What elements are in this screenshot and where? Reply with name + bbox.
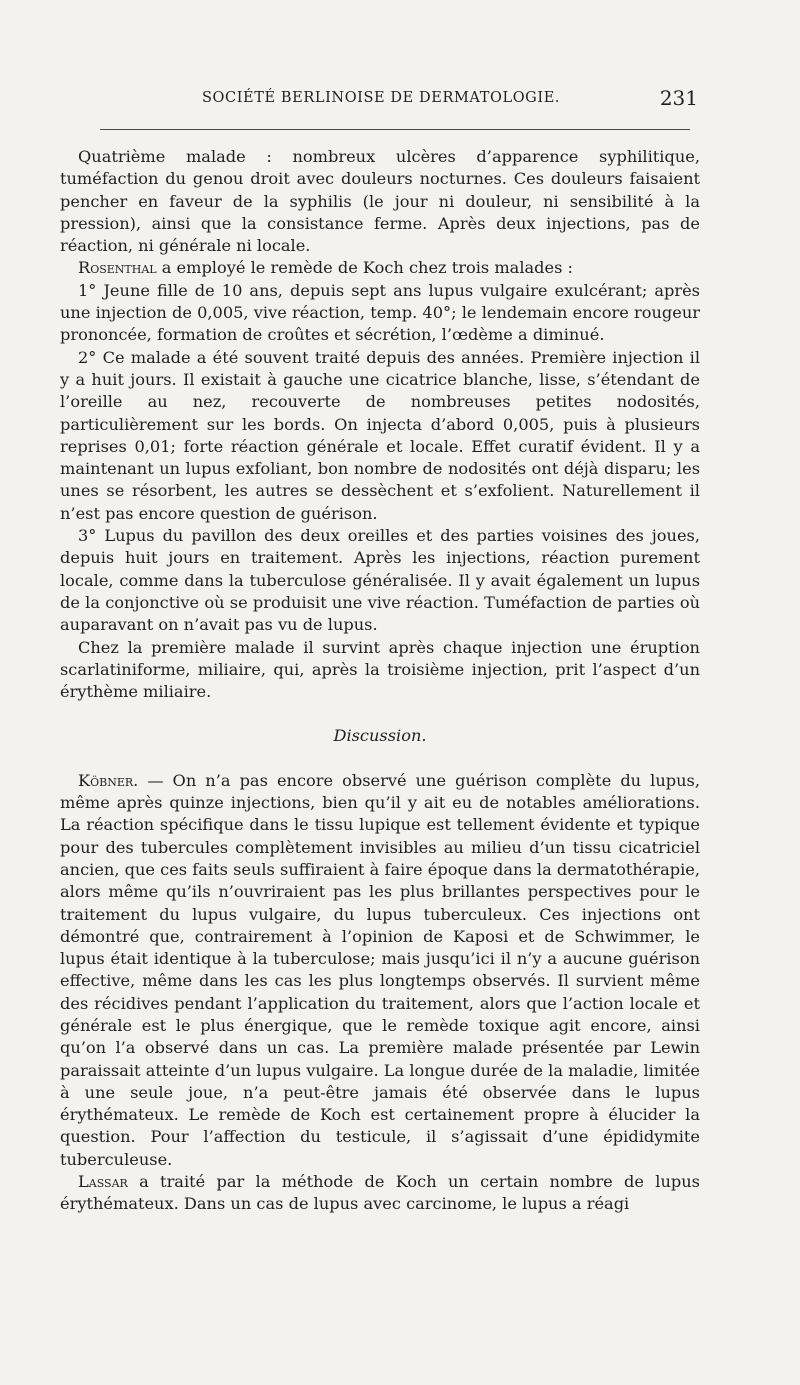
section-heading: Discussion. <box>333 726 427 746</box>
author-name: Lassar <box>78 1172 128 1192</box>
author-name: Köbner. <box>78 770 139 790</box>
paragraph-case-2: 2° Ce malade a été souvent traité depuis des années. Première injection il y a huit jours. Il existait à gauche une cicatrice blanche, lisse, s’étendant de l’oreille au nez, recouverte de nombreuses petites nodosités, particulièrement sur les bords. On injecta d’abord 0,005, puis à plusieurs reprises 0,01; forte réaction générale et locale. Effet curatif évident. Il y a maintenant un lupus exfoliant, bon nombre de nodosités ont déjà disparu; les unes se résorbent, les autres se dessèchent et s’exfolient. Naturellement il n’est pas encore question de guérison. <box>60 347 700 523</box>
header-rule <box>100 129 690 130</box>
paragraph-lassar <box>60 1171 700 1216</box>
paragraph-case-1: 1° Jeune fille de 10 ans, depuis sept ans lupus vulgaire exulcérant; après une injection de 0,005, vive réaction, temp. 40°; le lendemain encore rougeur prononcée, formation de croûtes et sécrétion, l’œdème a diminué. <box>60 280 700 345</box>
paragraph-kobner <box>60 770 700 1171</box>
author-name: Rosenthal <box>78 258 157 278</box>
paragraph-case-3: 3° Lupus du pavillon des deux oreilles et des parties voisines des joues, depuis huit jours en traitement. Après les injections, réaction purement locale, comme dans la tuberculose généralisée. Il y avait également un lupus de la conjonctive où se produisit une vive réaction. Tuméfaction de parties où auparavant on n’avait pas vu de lupus. <box>60 526 700 635</box>
document-page <box>60 86 700 1214</box>
page-number: 231 <box>659 86 698 110</box>
body-text <box>60 146 700 1216</box>
running-title: SOCIÉTÉ BERLINOISE DE DERMATOLOGIE. <box>202 90 561 106</box>
paragraph-eruption: Chez la première malade il survint après chaque injection une éruption scarlatiniforme, miliaire, qui, après la troisième injection, prit l’aspect d’un érythème miliaire. <box>60 637 700 702</box>
paragraph-rosenthal <box>60 257 700 279</box>
paragraph-fourth-patient: Quatrième malade : nombreux ulcères d’apparence syphilitique, tuméfaction du genou droit avec douleurs nocturnes. Ces douleurs faisaient pencher en faveur de la syphilis (le jour ni douleur, ni sensibilité à la pression), ainsi que la consistance ferme. Après deux injections, pas de réaction, ni générale ni locale. <box>60 147 700 256</box>
running-header <box>60 86 700 114</box>
paragraph-text: a traité par la méthode de Koch un certain nombre de lupus érythémateux. Dans un cas de lupus avec carcinome, le lupus a réagi <box>60 1172 700 1214</box>
paragraph-text: — On n’a pas encore observé une guérison complète du lupus, même après quinze injections, bien qu’il y ait eu de notables améliorations. La réaction spécifique dans le tissu lupique est tellement évidente et typique pour des tubercules complètement invisibles au milieu d’un tissu cicatriciel ancien, que ces faits seuls suffiraient à faire époque dans la dermatothérapie, alors même qu’ils n’ouvriraient pas les plus brillantes perspectives pour le traitement du lupus vulgaire, du lupus tuberculeux. Ces injections ont démontré que, contrairement à l’opinion de Kaposi et de Schwimmer, le lupus était identique à la tuberculose; mais jusqu’ici il n’y a aucune guérison effective, même dans les cas les plus longtemps observés. Il survient même des récidives pendant l’application du traitement, alors que l’action locale et générale est le plus énergique, que le remède toxique agit encore, ainsi qu’on l’a observé dans un cas. La première malade présentée par Lewin paraissait atteinte d’un lupus vulgaire. La longue durée de la maladie, limitée à une seule joue, n’a peut-être jamais été observée dans le lupus érythémateux. Le remède de Koch est certainement propre à élucider la question. Pour l’affection du testicule, il s’agissait d’une épididymite tuberculeuse. <box>60 770 700 1169</box>
paragraph-text: a employé le remède de Koch chez trois malades : <box>156 258 574 278</box>
